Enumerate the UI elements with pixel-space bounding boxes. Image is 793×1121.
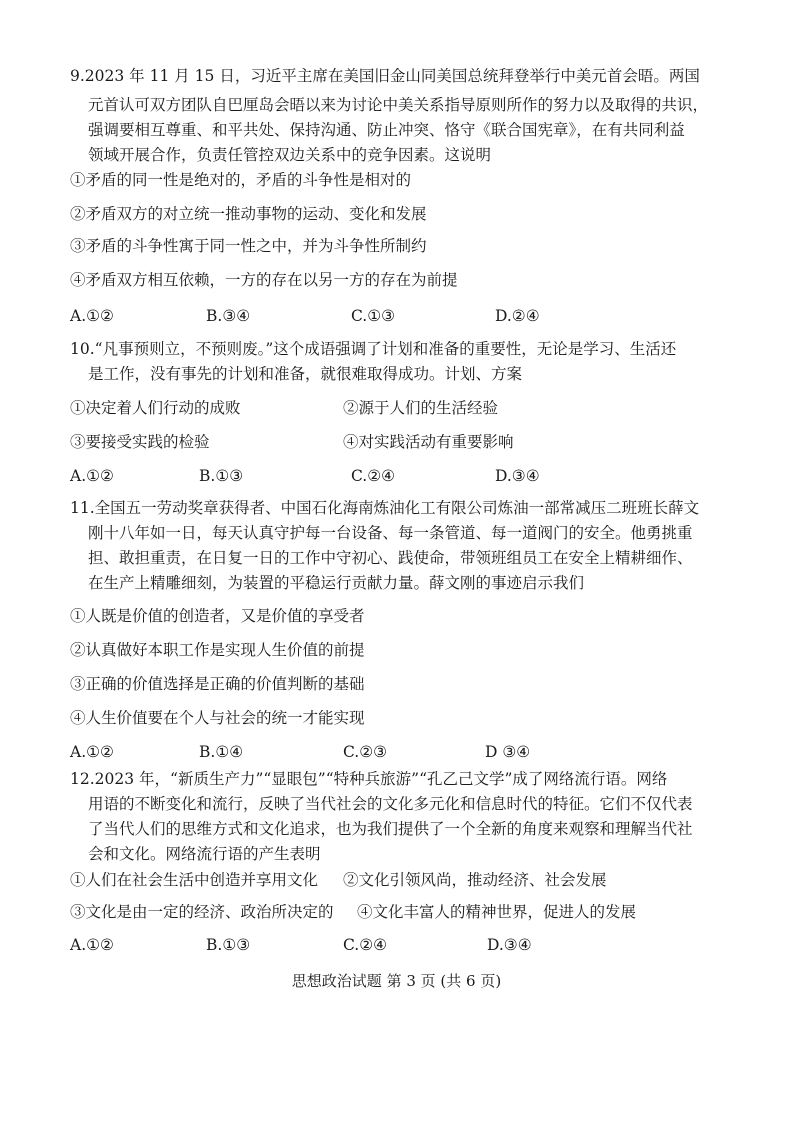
question-9-item-3: ③矛盾的斗争性寓于同一性之中，并为斗争性所制约 (70, 237, 427, 255)
question-9-option-c: C.①③ (351, 307, 396, 325)
question-9-line-3: 强调要相互尊重、和平共处、保持沟通、防止冲突、恪守《联合国宪章》，在有共同利益 (88, 121, 685, 139)
question-11-item-3: ③正确的价值选择是正确的价值判断的基础 (70, 675, 365, 693)
question-10-option-b: B.①③ (199, 467, 244, 485)
question-12-option-b: B.①③ (206, 936, 251, 954)
question-12-line-1: 12.2023 年，“新质生产力”“显眼包”“特种兵旅游”“孔乙己文学”成了网络流行语。网络 (70, 770, 668, 788)
question-12-item-3: ③文化是由一定的经济、政治所决定的 (70, 903, 334, 921)
question-11-line-3: 担、敢担重责，在日复一日的工作中守初心、践使命，带领班组员工在安全上精耕细作、 (88, 549, 693, 567)
question-10-line-2: 是工作，没有事先的计划和准备，就很难取得成功。计划、方案 (88, 365, 523, 383)
question-11-option-b: B.①④ (199, 743, 244, 761)
question-12-line-2: 用语的不断变化和流行，反映了当代社会的文化多元化和信息时代的特征。它们不仅代表 (88, 795, 693, 813)
question-11-item-2: ②认真做好本职工作是实现人生价值的前提 (70, 641, 365, 659)
question-9-line-4: 领域开展合作，负责任管控双边关系中的竞争因素。这说明 (88, 146, 492, 164)
question-10-option-a: A.①② (70, 467, 114, 485)
page-footer: 思想政治试题 第 3 页 (共 6 页) (291, 972, 502, 990)
question-9-line-1: 9.2023 年 11 月 15 日，习近平主席在美国旧金山同美国总统拜登举行中美元首会晤。两国 (70, 67, 700, 85)
question-12-option-d: D.③④ (487, 936, 532, 954)
question-12-option-a: A.①② (70, 936, 114, 954)
question-10-item-4: ④对实践活动有重要影响 (343, 433, 514, 451)
question-11-line-4: 在生产上精雕细刻，为装置的平稳运行贡献力量。薛文刚的事迹启示我们 (88, 574, 585, 592)
question-9-option-d: D.②④ (495, 307, 540, 325)
question-9-line-2: 元首认可双方团队自巴厘岛会晤以来为讨论中美关系指导原则所作的努力以及取得的共识， (88, 96, 709, 114)
question-11-line-1: 11.全国五一劳动奖章获得者、中国石化海南炼油化工有限公司炼油一部常减压二班班长薛文 (70, 499, 700, 517)
question-10-option-d: D.③④ (495, 467, 540, 485)
question-11-option-c: C.②③ (343, 743, 388, 761)
question-10-option-c: C.②④ (351, 467, 396, 485)
question-9-option-b: B.③④ (206, 307, 251, 325)
question-12-item-1: ①人们在社会生活中创造并享用文化 (70, 871, 319, 889)
question-12-item-4: ④文化丰富人的精神世界，促进人的发展 (357, 903, 637, 921)
question-9-item-1: ①矛盾的同一性是绝对的，矛盾的斗争性是相对的 (70, 171, 412, 189)
question-10-item-3: ③要接受实践的检验 (70, 433, 210, 451)
question-10-item-1: ①决定着人们行动的成败 (70, 399, 241, 417)
question-9-option-a: A.①② (70, 307, 114, 325)
question-12-line-4: 会和文化。网络流行语的产生表明 (88, 845, 321, 863)
question-12-option-c: C.②④ (343, 936, 388, 954)
question-11-item-1: ①人既是价值的创造者，又是价值的享受者 (70, 607, 365, 625)
question-10-line-1: 10.“凡事预则立，不预则废。”这个成语强调了计划和准备的重要性，无论是学习、生活还 (70, 340, 677, 358)
question-11-option-a: A.①② (70, 743, 114, 761)
question-10-item-2: ②源于人们的生活经验 (343, 399, 499, 417)
question-11-option-d: D ③④ (485, 743, 531, 761)
question-12-item-2: ②文化引领风尚，推动经济、社会发展 (343, 871, 607, 889)
question-11-line-2: 刚十八年如一日，每天认真守护每一台设备、每一条管道、每一道阀门的安全。他勇挑重 (88, 524, 693, 542)
question-11-item-4: ④人生价值要在个人与社会的统一才能实现 (70, 709, 365, 727)
question-9-item-4: ④矛盾双方相互依赖，一方的存在以另一方的存在为前提 (70, 271, 458, 289)
question-12-line-3: 了当代人们的思维方式和文化追求，也为我们提供了一个全新的角度来观察和理解当代社 (88, 820, 693, 838)
question-9-item-2: ②矛盾双方的对立统一推动事物的运动、变化和发展 (70, 205, 427, 223)
